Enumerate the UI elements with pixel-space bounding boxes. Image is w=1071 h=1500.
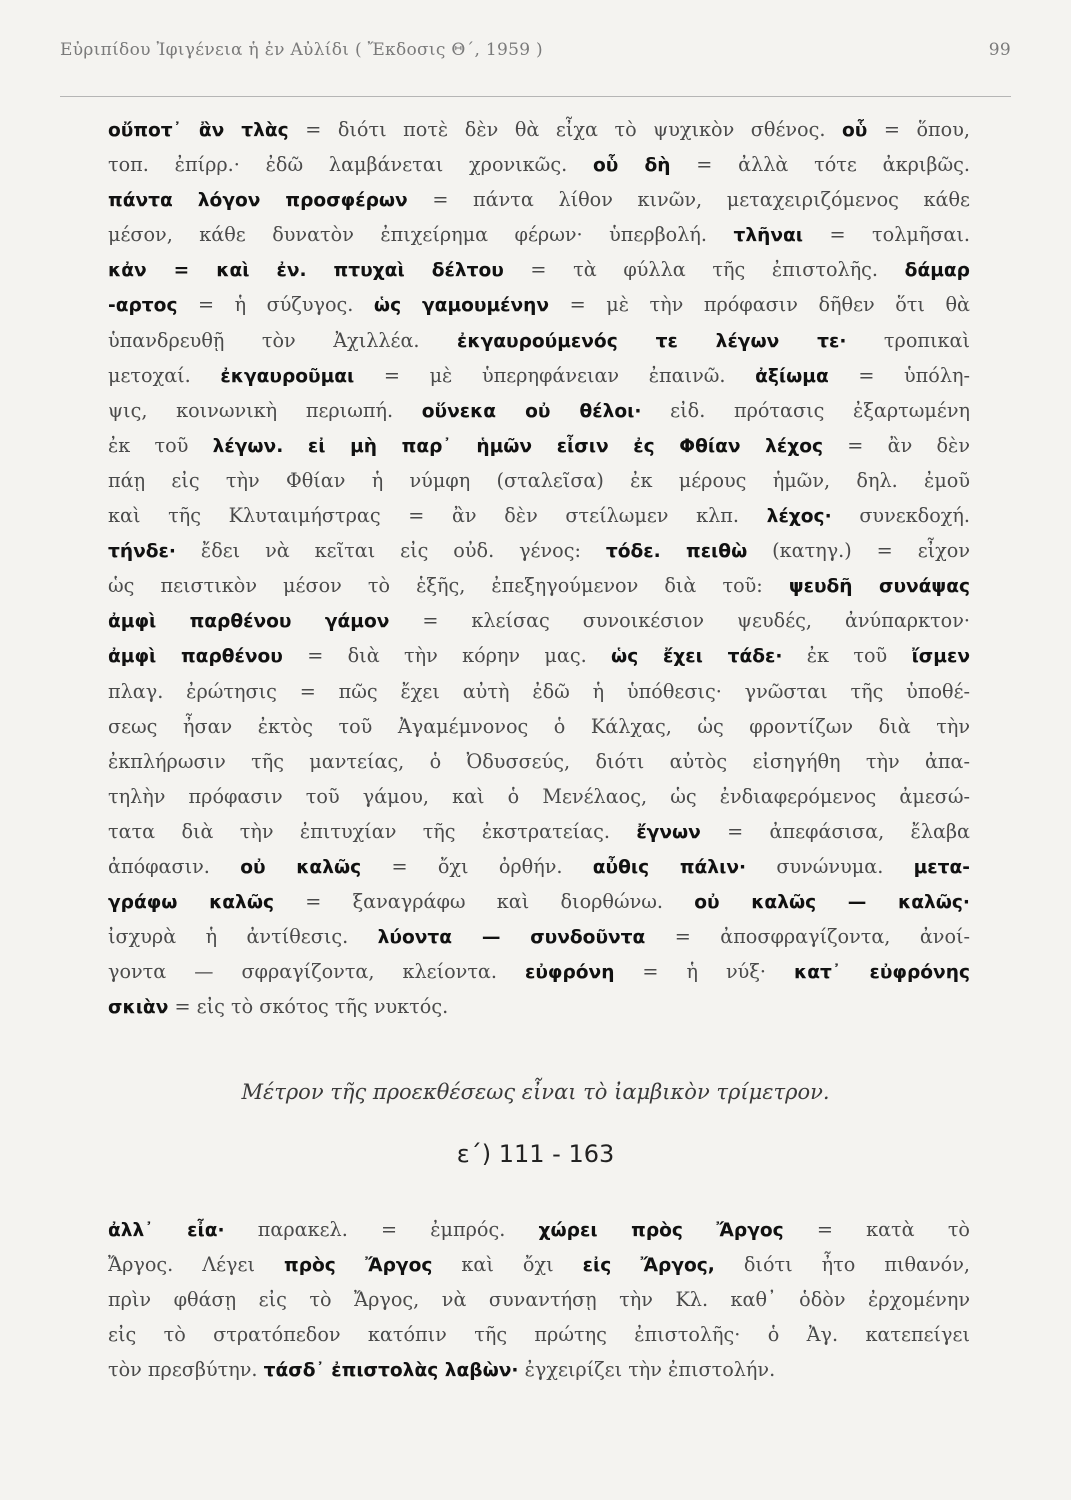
lemma: οὐ καλῶς — καλῶς· [694,892,970,914]
gloss: = μὲ τὴν πρόφασιν δῆθεν ὅτι θὰ [549,293,970,317]
lemma: γράφω καλῶς [108,892,275,914]
text-line [108,147,970,182]
gloss: ἀπόφασιν. [108,854,241,878]
gloss: ἔδει νὰ κεῖται εἰς οὐδ. γένος: [175,539,606,563]
gloss: ἐκ τοῦ [782,644,912,668]
gloss: = διὰ τὴν κόρην μας. [282,644,612,668]
gloss: πρὶν φθάσῃ εἰς τὸ Ἄργος, νὰ συναντήσῃ τὴν Κλ. καθ᾽ ὁδὸν ἐρχομένην [108,1288,970,1312]
gloss: (κατηγ.) = εἶχον [747,539,970,563]
lemma: ὡς γαμουμένην [373,295,550,317]
gloss: συνεκδοχή. [831,504,970,528]
gloss: = ἂν δὲν [823,433,970,457]
lemma: λύοντα — συνδοῦντα [377,927,646,949]
lemma: δάμαρ [904,260,970,282]
text-line [108,323,970,358]
text-line [108,498,970,533]
gloss: = ὅπου, [867,118,970,141]
commentary-notes-1 [108,112,970,1024]
text-line [108,849,970,884]
lemma: ἐκγαυρούμενός τε λέγων τε· [457,330,847,352]
gloss: = ἀλλὰ τότε ἀκριβῶς. [670,153,970,177]
gloss: = ὑπόλη- [828,363,970,387]
lemma: ἔγνων [636,821,701,843]
gloss: ψις, κοινωνικὴ περιωπή. [108,398,422,422]
gloss: ἐκ τοῦ [108,433,213,457]
gloss: = κλείσας συνοικέσιον ψευδές, ἀνύπαρκτον· [389,609,970,633]
text-line [108,182,970,217]
lemma: τήνδε· [108,541,176,563]
gloss: ὡς πειστικὸν μέσον τὸ ἑξῆς, ἐπεξηγούμενον διὰ τοῦ: [108,574,789,598]
gloss: εἰδ. πρότασις ἐξαρτωμένη [641,398,970,422]
commentary-notes-2 [108,1212,970,1387]
gloss: πάῃ εἰς τὴν Φθίαν ἡ νύμφη (σταλεῖσα) ἐκ μέρους ἡμῶν, δηλ. ἐμοῦ [108,468,970,492]
lemma: ἴσμεν [911,646,970,668]
lemma: κἀν = καὶ ἐν. πτυχαὶ δέλτου [108,260,504,282]
gloss: ἐκπλήρωσιν τῆς μαντείας, ὁ Ὀδυσσεύς, διότι αὐτὸς εἰσηγήθη τὴν ἀπα- [108,749,970,773]
gloss: μέσον, κάθε δυνατὸν ἐπιχείρημα φέρων· ὑπερβολή. [108,223,734,247]
gloss: = κατὰ τὸ [783,1218,970,1241]
gloss: ὑπανδρευθῇ τὸν Ἀχιλλέα. [108,328,458,352]
text-line [108,533,970,568]
text-line [108,814,970,849]
gloss: διότι ἦτο πιθανόν, [714,1253,970,1277]
text-line [108,112,970,147]
lemma: πρὸς Ἄργος [284,1255,433,1277]
lemma: οὗ [842,120,868,141]
gloss: = τὰ φύλλα τῆς ἐπιστολῆς. [503,258,905,282]
lemma: κατ᾽ εὐφρόνης [794,962,970,984]
gloss: = ἡ νύξ· [614,960,794,984]
gloss: παρακελ. = ἐμπρός. [224,1218,539,1241]
text-line [108,603,970,638]
text-line [108,1317,970,1352]
gloss: τηλὴν πρόφασιν τοῦ γάμου, καὶ ὁ Μενέλαος, ὡς ἐνδιαφερόμενος ἀμεσώ- [108,784,970,808]
text-line [108,674,970,709]
text-line [108,252,970,287]
lemma: ψευδῆ συνάψας [788,576,970,598]
text-line [108,1282,970,1317]
text-line [108,1352,970,1387]
lemma: τλῆναι [733,225,804,247]
header-rule [60,96,1011,97]
gloss: εἰς τὸ στρατόπεδον κατόπιν τῆς πρώτης ἐπιστολῆς· ὁ Ἀγ. κατεπείγει [108,1323,970,1347]
lemma: λέγων. εἰ μὴ παρ᾽ ἡμῶν εἶσιν ἐς Φθίαν λέχος [212,435,824,457]
gloss: πλαγ. ἐρώτησις = πῶς ἔχει αὐτὴ ἐδῶ ἡ ὑπόθεσις· γνῶσται τῆς ὑποθέ- [108,679,970,703]
lemma: ἀλλ᾽ εἶα· [108,1220,225,1241]
lemma: εὐφρόνη [525,962,615,984]
gloss: τροπικαὶ [846,328,970,352]
gloss: γοντα — σφραγίζοντα, κλείοντα. [108,960,525,984]
gloss: = ἀποσφραγίζοντα, ἀνοί- [645,925,970,949]
text-line [108,1247,970,1282]
lemma: τόδε. πειθὼ [605,541,748,563]
text-line [108,989,970,1024]
lemma: οὗ δὴ [592,155,671,177]
gloss: = ξαναγράφω καὶ διορθώνω. [274,890,695,914]
lemma: ἀμφὶ παρθένου γάμον [108,611,390,633]
text-line [108,393,970,428]
lemma: ὡς ἔχει τάδε· [611,646,783,668]
section-heading: ε΄) 111 - 163 [456,1140,615,1168]
lemma: λέχος· [766,506,832,528]
text-line [108,709,970,744]
lemma: ἀξίωμα [755,365,829,387]
lemma: μετα- [913,856,970,878]
text-line [108,884,970,919]
gloss: = πάντα λίθον κινῶν, μεταχειριζόμενος κάθε [407,188,970,212]
text-line [108,744,970,779]
lemma: πάντα λόγον προσφέρων [108,190,408,212]
text-line [108,358,970,393]
gloss: σεως ἦσαν ἐκτὸς τοῦ Ἀγαμέμνονος ὁ Κάλχας, ὡς φροντίζων διὰ τὴν [108,714,970,738]
text-line [108,779,970,814]
lemma: οὔποτ᾽ ἂν τλὰς [108,120,289,141]
lemma: σκιὰν [108,997,169,1019]
text-line [108,568,970,603]
gloss: τατα διὰ τὴν ἐπιτυχίαν τῆς ἐκστρατείας. [108,819,637,843]
text-line [108,217,970,252]
gloss: = μὲ ὑπερηφάνειαν ἐπαινῶ. [354,363,756,387]
meter-note: Μέτρον τῆς προεκθέσεως εἶναι τὸ ἰαμβικὸν τρίμετρον. [241,1080,830,1104]
gloss: καὶ ὄχι [432,1253,583,1277]
lemma: οὕνεκα οὐ θέλοι· [421,400,642,422]
gloss: ἰσχυρὰ ἡ ἀντίθεσις. [108,925,378,949]
gloss: = διότι ποτὲ δὲν θὰ εἶχα τὸ ψυχικὸν σθένος. [288,118,842,141]
running-title: Εὐριπίδου Ἰφιγένεια ἡ ἐν Αὐλίδι ( Ἔκδοσις Θ΄, 1959 ) [60,40,543,60]
text-line [108,463,970,498]
gloss: = ἡ σύζυγος. [177,293,374,317]
lemma: τάσδ᾽ ἐπιστολὰς λαβὼν· [263,1360,519,1382]
gloss: τοπ. ἐπίρρ.· ἐδῶ λαμβάνεται χρονικῶς. [108,153,593,177]
gloss: Ἄργος. Λέγει [108,1253,284,1277]
text-line [108,919,970,954]
text-line [108,638,970,673]
lemma: οὐ καλῶς [240,856,362,878]
text-line [108,287,970,322]
running-header [60,40,1011,60]
lemma: ἀμφὶ παρθένου [108,646,283,668]
page-number: 99 [988,40,1011,60]
gloss: = τολμῆσαι. [803,223,970,247]
lemma: ἐκγαυροῦμαι [220,365,355,387]
text-line [108,428,970,463]
gloss: = ὄχι ὀρθήν. [361,854,593,878]
gloss: τὸν πρεσβύτην. [108,1358,264,1382]
gloss: = εἰς τὸ σκότος τῆς νυκτός. [168,995,449,1019]
gloss: καὶ τῆς Κλυταιμήστρας = ἂν δὲν στείλωμεν κλπ. [108,504,767,528]
gloss: ἐγχειρίζει τὴν ἐπιστολήν. [518,1358,776,1382]
lemma: αὖθις πάλιν· [592,856,747,878]
gloss: = ἀπεφάσισα, ἔλαβα [700,819,970,843]
lemma: -αρτος [108,295,178,317]
lemma: εἰς Ἄργος, [582,1255,715,1277]
text-line [108,1212,970,1247]
gloss: συνώνυμα. [746,854,914,878]
lemma: χώρει πρὸς Ἄργος [538,1220,784,1241]
text-line [108,954,970,989]
gloss: μετοχαί. [108,363,221,387]
